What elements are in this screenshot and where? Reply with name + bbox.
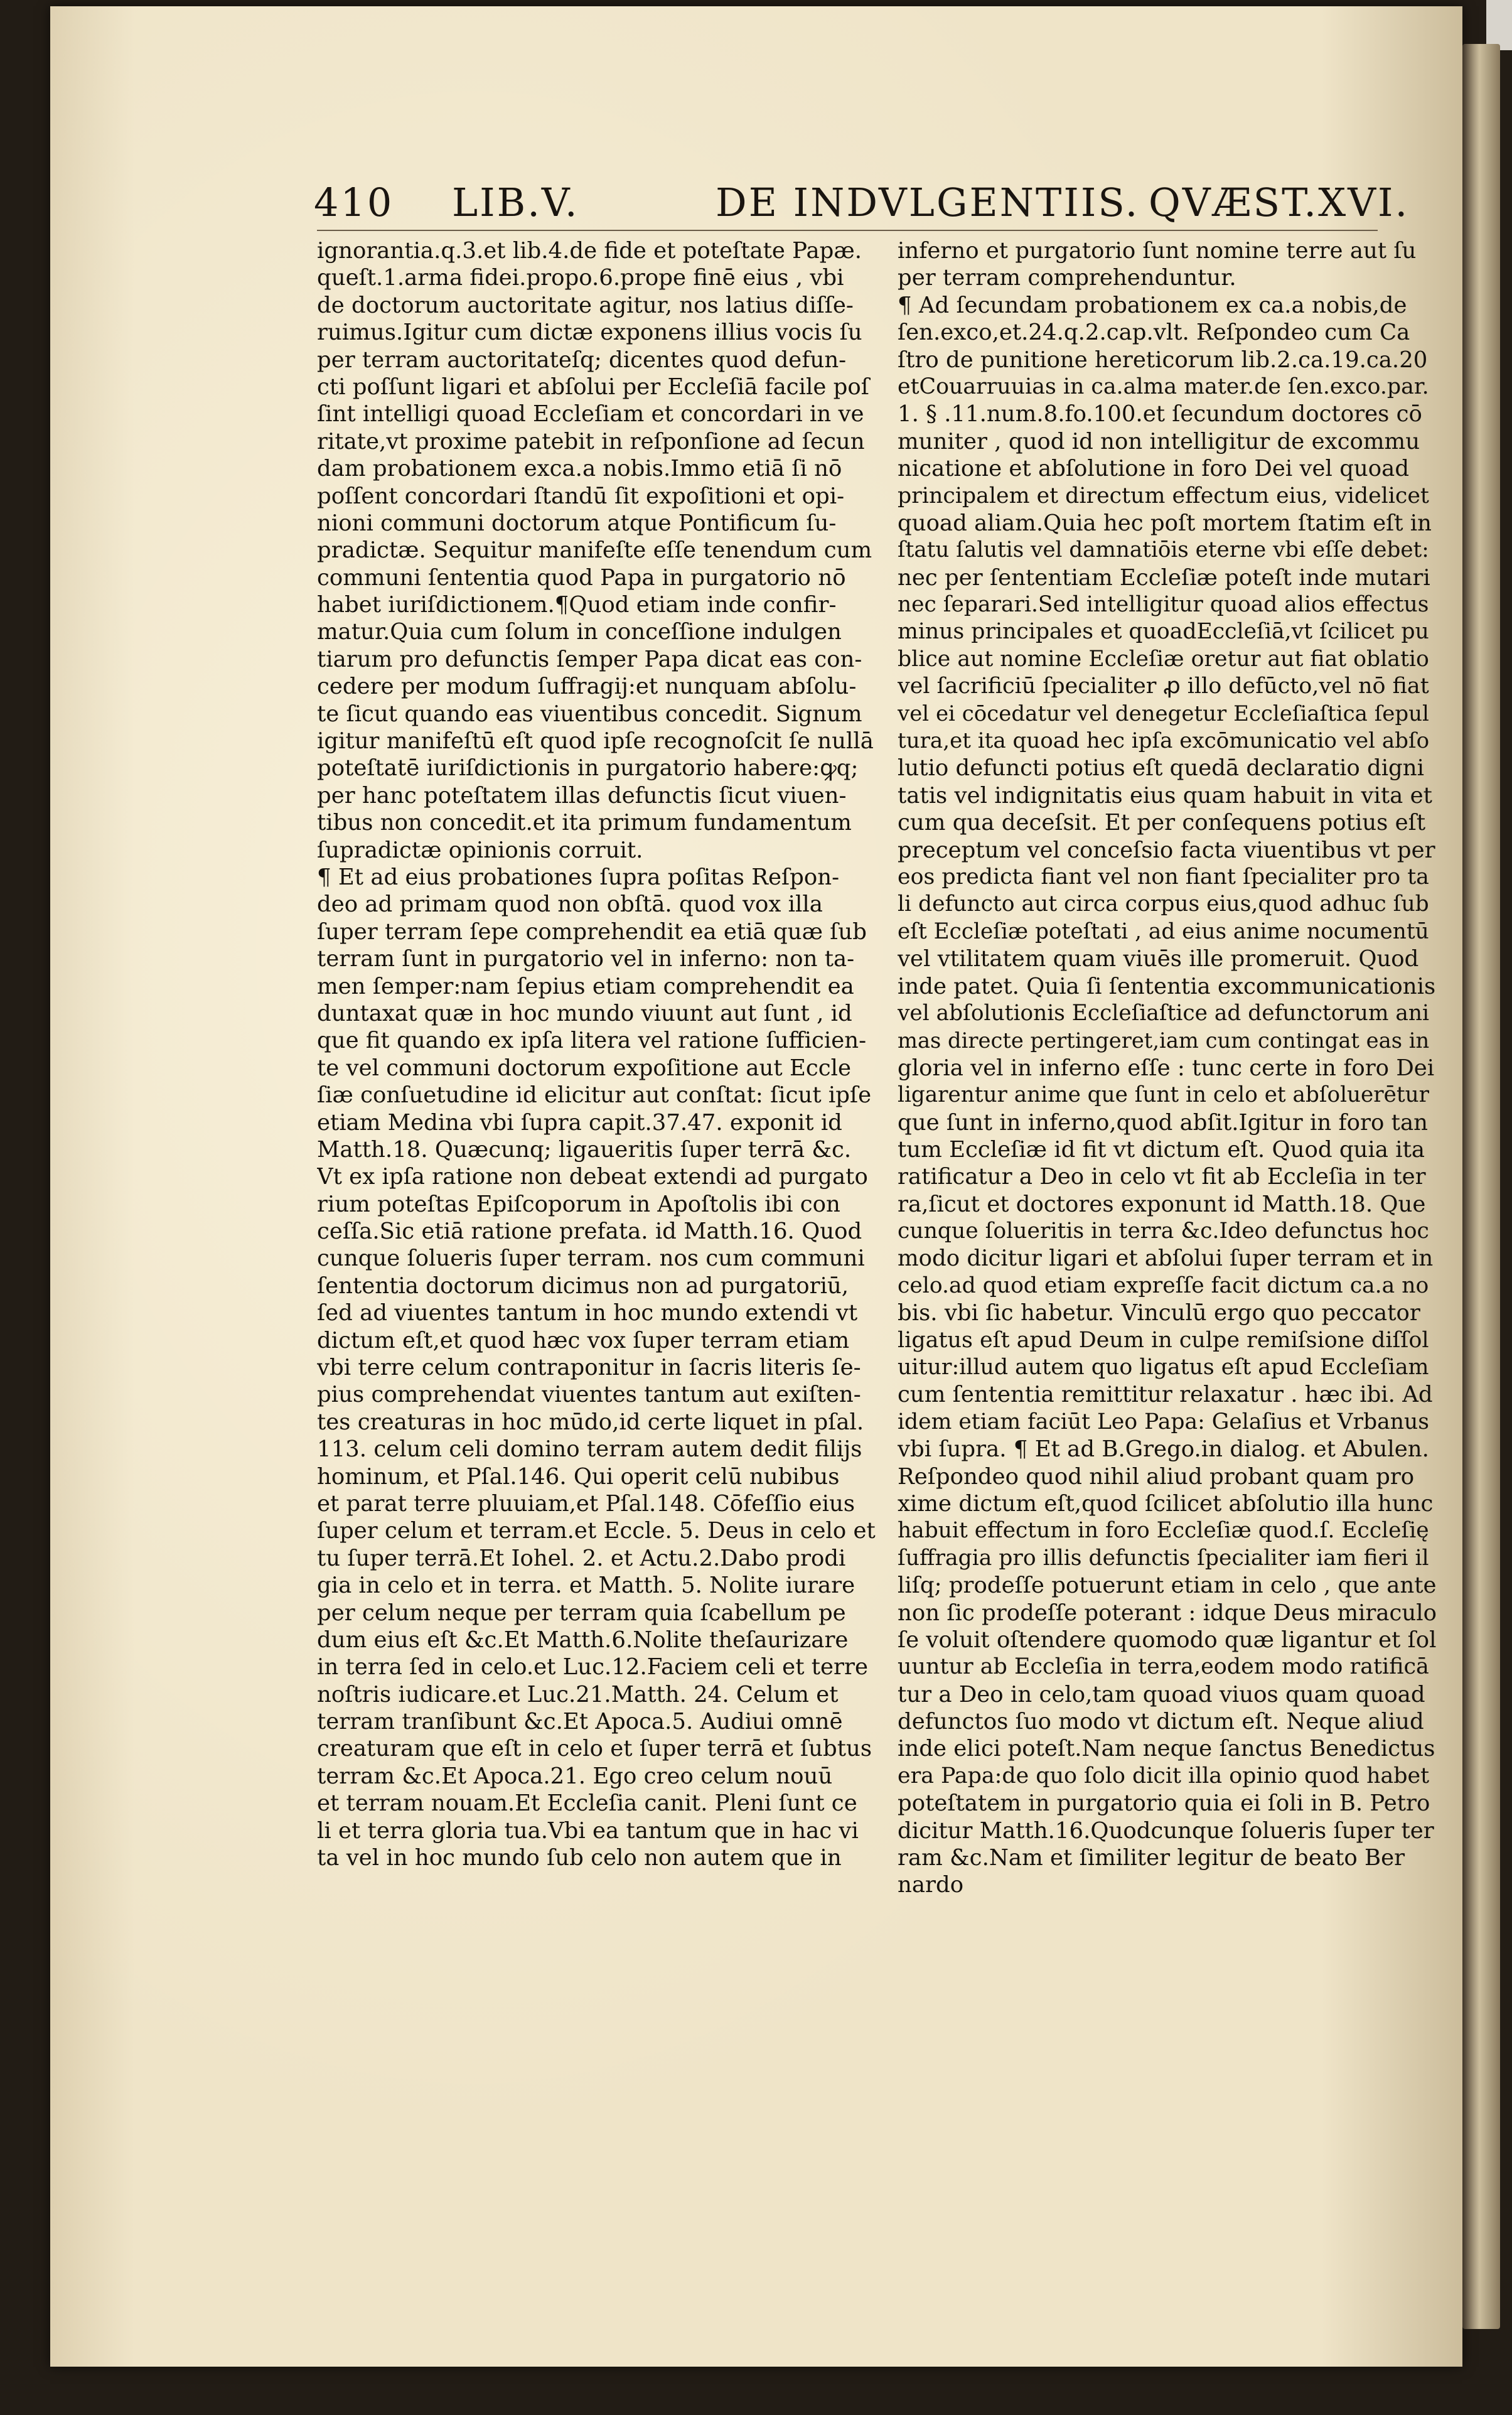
right-text-column <box>898 237 1437 1899</box>
text-line: terram ſunt in purgatorio vel in inferno: non ta- <box>317 946 855 972</box>
text-line: ſtatu ſalutis vel damnatiōis eterne vbi eſſe debet: <box>898 537 1429 563</box>
text-line: xime dictum eſt,quod ſcilicet abſolutio illa hunc <box>898 1490 1434 1517</box>
text-line: dum eius eſt &c.Et Matth.6.Nolite theſaurizare <box>317 1627 849 1653</box>
text-line: que ſunt in inferno,quod abſit.Igitur in foro tan <box>898 1109 1428 1136</box>
text-line: ſuper celum et terram.et Eccle. 5. Deus in celo et <box>317 1518 876 1544</box>
text-line: lutio defuncti potius eſt quedā declaratio digni <box>898 755 1424 782</box>
text-line: cum qua deceſsit. Et per conſequens potius eſt <box>898 810 1426 836</box>
text-line: vbi ſupra. ¶ Et ad B.Grego.in dialog. et Abulen. <box>898 1436 1429 1463</box>
text-line: nec per ſententiam Eccleſiæ poteſt inde mutari <box>898 564 1430 591</box>
text-line: quoad aliam.Quia hec poſt mortem ſtatim eſt in <box>898 510 1432 536</box>
text-line: habet iuriſdictionem.¶Quod etiam inde confir- <box>317 592 837 618</box>
running-head-title: DE INDVLGENTIIS. <box>716 180 1140 225</box>
text-line: ſiæ conſuetudine id elicitur aut conſtat: ſicut ipſe <box>317 1082 872 1109</box>
text-line: ¶ Et ad eius probationes ſupra poſitas Reſpon- <box>317 864 840 890</box>
facing-page-edge <box>1462 44 1500 2329</box>
text-line: deo ad primam quod non obſtā. quod vox illa <box>317 891 823 918</box>
text-line: igitur manifeſtū eſt quod ipſe recognoſcit ſe nullā <box>317 728 874 755</box>
text-line: preceptum vel conceſsio facta viuentibus vt per <box>898 837 1435 863</box>
text-line: modo dicitur ligari et abſolui ſuper terram et in <box>898 1245 1434 1272</box>
text-line: ruimus.Igitur cum dictæ exponens illius vocis ſu <box>317 320 862 346</box>
text-line: poſſent concordari ſtandū ſit expoſitioni et opi- <box>317 483 845 509</box>
text-line: dam probationem exca.a nobis.Immo etiā ſi nō <box>317 456 842 482</box>
text-line: rium poteſtas Epiſcoporum in Apoſtolis ibi con <box>317 1191 840 1217</box>
text-line: ſe voluit oſtendere quomodo quæ ligantur et ſol <box>898 1627 1437 1653</box>
text-line: 1. § .11.num.8.fo.100.et ſecundum doctores cō <box>898 401 1422 428</box>
text-line: inferno et purgatorio ſunt nomine terre aut ſu <box>898 238 1417 264</box>
text-line: tiarum pro defunctis ſemper Papa dicat eas con- <box>317 646 862 672</box>
text-line: dictum eſt,et quod hæc vox ſuper terram etiam <box>317 1327 850 1353</box>
text-line: inde elici poteſt.Nam neque ſanctus Benedictus <box>898 1736 1435 1762</box>
text-line: minus principales et quoadEccleſiā,vt ſcilicet pu <box>898 619 1429 645</box>
text-line: ligatus eſt apud Deum in culpe remiſsione diſſol <box>898 1327 1429 1353</box>
text-line: matur.Quia cum ſolum in conceſſione indulgen <box>317 619 842 645</box>
text-line: per celum neque per terram quia ſcabellum pe <box>317 1600 846 1626</box>
text-line: ſuper terram ſepe comprehendit ea etiā quæ ſub <box>317 918 867 945</box>
text-line: eos predicta fiant vel non fiant ſpecialiter pro ta <box>898 864 1429 890</box>
text-line: principalem et directum effectum eius, videlicet <box>898 483 1429 508</box>
text-line: ſuffragia pro illis defunctis ſpecialiter iam fieri il <box>898 1545 1429 1571</box>
running-header <box>314 180 1410 230</box>
text-line: tu ſuper terrā.Et Iohel. 2. et Actu.2.Dabo prodi <box>317 1545 846 1571</box>
text-line: inde patet. Quia ſi ſententia excommunicationis <box>898 973 1436 999</box>
text-line: idem etiam faciūt Leo Papa: Gelaſius et Vrbanus <box>898 1409 1429 1434</box>
text-line: Vt ex ipſa ratione non debeat extendi ad purgato <box>317 1164 868 1190</box>
text-line: ra,ſicut et doctores exponunt id Matth.18. Que <box>898 1191 1426 1217</box>
text-line: mas directe pertingeret,iam cum contingat eas in <box>898 1028 1430 1053</box>
text-line: Reſpondeo quod nihil aliud probant quam pro <box>898 1463 1415 1490</box>
text-line: ſed ad viuentes tantum in hoc mundo extendi vt <box>317 1300 858 1326</box>
text-line: nioni communi doctorum atque Pontificum ſu- <box>317 510 837 536</box>
text-line: habuit effectum in foro Eccleſiæ quod.ſ. Eccleſię <box>898 1518 1429 1544</box>
text-line: per terram auctoritateſq; dicentes quod defun- <box>317 347 847 373</box>
text-line: pius comprehendat viuentes tantum aut exiſten- <box>317 1382 861 1408</box>
text-line: ram &c.Nam et ſimiliter legitur de beato Ber <box>898 1845 1405 1871</box>
left-text-column <box>317 237 882 1871</box>
text-line: nardo <box>898 1872 964 1898</box>
text-line: et parat terre pluuiam,et Pſal.148. Cōfeſſio eius <box>317 1490 855 1517</box>
text-line: ta vel in hoc mundo ſub celo non autem que in <box>317 1845 842 1871</box>
text-line: uuntur ab Eccleſia in terra,eodem modo ratificā <box>898 1654 1429 1680</box>
text-line: cti poſſunt ligari et abſolui per Eccleſiā facile poſ <box>317 374 869 400</box>
text-line: cunque ſolueris ſuper terram. nos cum communi <box>317 1245 865 1272</box>
text-line: tatis vel indignitatis eius quam habuit in vita et <box>898 782 1432 809</box>
text-line: muniter , quod id non intelligitur de excommu <box>898 428 1420 454</box>
text-line: te vel communi doctorum expoſitione aut Eccle <box>317 1055 851 1081</box>
running-head-book: LIB.V. <box>452 180 579 225</box>
text-line: tes creaturas in hoc mūdo,id certe liquet in pſal. <box>317 1409 864 1435</box>
text-line: poteſtatē iuriſdictionis in purgatorio habere:ꝙq; <box>317 755 859 782</box>
text-line: era Papa:de quo ſolo dicit illa opinio quod habet <box>898 1763 1430 1788</box>
text-line: terram &c.Et Apoca.21. Ego creo celum nouū <box>317 1763 833 1789</box>
text-line: defunctos ſuo modo vt dictum eſt. Neque aliud <box>898 1709 1424 1735</box>
text-line: cunque ſolueritis in terra &c.Ideo defunctus hoc <box>898 1218 1429 1244</box>
text-line: ſtro de punitione hereticorum lib.2.ca.19.ca.20 <box>898 347 1428 373</box>
text-line: et terram nouam.Et Eccleſia canit. Pleni ſunt ce <box>317 1790 857 1817</box>
text-line: li et terra gloria tua.Vbi ea tantum que in hac vi <box>317 1817 859 1844</box>
text-line: non ſic prodeſſe poterant : idque Deus miraculo <box>898 1600 1437 1626</box>
folio-number: 410 <box>314 180 394 225</box>
text-line: per terram comprehenduntur. <box>898 265 1236 291</box>
text-line: terram tranſibunt &c.Et Apoca.5. Audiui omnē <box>317 1709 843 1735</box>
text-line: celo.ad quod etiam expreſſe facit dictum ca.a no <box>898 1272 1429 1298</box>
text-line: uitur:illud autem quo ligatus eſt apud Eccleſiam <box>898 1355 1429 1380</box>
text-line: ignorantia.q.3.et lib.4.de fide et poteſtate Papæ. <box>317 238 862 264</box>
text-line: vel ſacrificiū ſpecialiter ꝓ illo defūcto,vel nō fiat <box>898 674 1429 699</box>
text-line: vbi terre celum contraponitur in ſacris literis ſe- <box>317 1355 861 1381</box>
text-line: que fit quando ex ipſa litera vel ratione ſufficien- <box>317 1028 867 1054</box>
text-line: vel abſolutionis Eccleſiaſtice ad defunctorum ani <box>898 1000 1430 1026</box>
text-line: vel vtilitatem quam viuēs ille promeruit. Quod <box>898 946 1419 972</box>
text-line: blice aut nomine Eccleſiæ oretur aut fiat oblatio <box>898 646 1429 672</box>
text-line: tur a Deo in celo,tam quoad viuos quam quoad <box>898 1681 1425 1708</box>
text-line: gloria vel in inferno eſſe : tunc certe in foro Dei <box>898 1055 1435 1081</box>
text-line: bis. vbi ſic habetur. Vinculū ergo quo peccator <box>898 1300 1420 1326</box>
text-line: ratificatur a Deo in celo vt fit ab Eccleſia in ter <box>898 1164 1426 1190</box>
text-line: creaturam que eſt in celo et ſuper terrā et ſubtus <box>317 1736 872 1762</box>
text-line: de doctorum auctoritate agitur, nos latius diſſe- <box>317 292 854 318</box>
text-line: queſt.1.arma fidei.propo.6.prope finē eius , vbi <box>317 265 844 291</box>
text-line: ſententia doctorum dicimus non ad purgatoriū, <box>317 1272 849 1299</box>
text-line: ¶ Ad ſecundam probationem ex ca.a nobis,de <box>898 292 1407 318</box>
text-line: Matth.18. Quæcunq; ligaueritis ſuper terrā &c. <box>317 1136 852 1163</box>
text-line: gia in celo et in terra. et Matth. 5. Nolite iurare <box>317 1573 855 1599</box>
text-line: vel ei cōcedatur vel denegetur Eccleſiaſtica ſepul <box>898 701 1429 726</box>
text-line: etCouarruuias in ca.alma mater.de ſen.exco.par. <box>898 374 1429 399</box>
running-head-question: QVÆST.XVI. <box>1149 180 1410 225</box>
text-line: tura,et ita quoad hec ipſa excōmunicatio vel abſo <box>898 728 1430 754</box>
text-line: cum ſententia remittitur relaxatur . hæc ibi. Ad <box>898 1382 1433 1408</box>
header-rule <box>317 230 1378 231</box>
text-line: communi ſententia quod Papa in purgatorio nō <box>317 564 846 591</box>
text-line: noſtris iudicare.et Luc.21.Matth. 24. Celum et <box>317 1681 839 1708</box>
text-line: dicitur Matth.16.Quodcunque ſolueris ſuper ter <box>898 1817 1434 1844</box>
text-line: ritate,vt proxime patebit in reſponſione ad ſecun <box>317 428 865 454</box>
text-line: cedere per modum ſuffragij:et nunquam abſolu- <box>317 674 857 700</box>
text-line: tibus non concedit.et ita primum fundamentum <box>317 810 852 836</box>
text-line: in terra ſed in celo.et Luc.12.Faciem celi et terre <box>317 1654 868 1681</box>
text-line: ligarentur anime que ſunt in celo et abſoluerētur <box>898 1082 1430 1108</box>
text-line: te ſicut quando eas viuentibus concedit. Signum <box>317 701 862 727</box>
text-line: etiam Medina vbi ſupra capit.37.47. exponit id <box>317 1109 842 1136</box>
text-line: duntaxat quæ in hoc mundo viuunt aut ſunt , id <box>317 1000 852 1026</box>
text-line: ſupradictæ opinionis corruit. <box>317 837 643 863</box>
text-line: nicatione et abſolutione in foro Dei vel quoad <box>898 456 1410 482</box>
text-line: tum Eccleſiæ id fit vt dictum eſt. Quod quia ita <box>898 1136 1425 1163</box>
text-line: men ſemper:nam ſepius etiam comprehendit ea <box>317 973 854 999</box>
calibration-chip <box>1486 0 1512 50</box>
text-line: liſq; prodeſſe potuerunt etiam in celo , que ante <box>898 1573 1437 1599</box>
text-line: 113. celum celi domino terram autem dedit filijs <box>317 1436 862 1463</box>
text-line: ceſſa.Sic etiā ratione prefata. id Matth.16. Quod <box>317 1218 862 1245</box>
text-line: poteſtatem in purgatorio quia ei ſoli in B. Petro <box>898 1790 1430 1817</box>
text-line: per hanc poteſtatem illas defunctis ſicut viuen- <box>317 782 847 809</box>
text-line: hominum, et Pſal.146. Qui operit celū nubibus <box>317 1463 840 1490</box>
text-line: eſt Eccleſiæ poteſtati , ad eius anime nocumentū <box>898 918 1429 944</box>
text-line: pradictæ. Sequitur manifeſte eſſe tenendum cum <box>317 537 872 564</box>
text-line: ſen.exco,et.24.q.2.cap.vlt. Reſpondeo cum Ca <box>898 320 1410 346</box>
text-line: li defuncto aut circa corpus eius,quod adhuc ſub <box>898 891 1429 917</box>
text-line: ſint intelligi quoad Eccleſiam et concordari in ve <box>317 401 864 428</box>
text-line: nec ſeparari.Sed intelligitur quoad alios effectus <box>898 592 1429 618</box>
